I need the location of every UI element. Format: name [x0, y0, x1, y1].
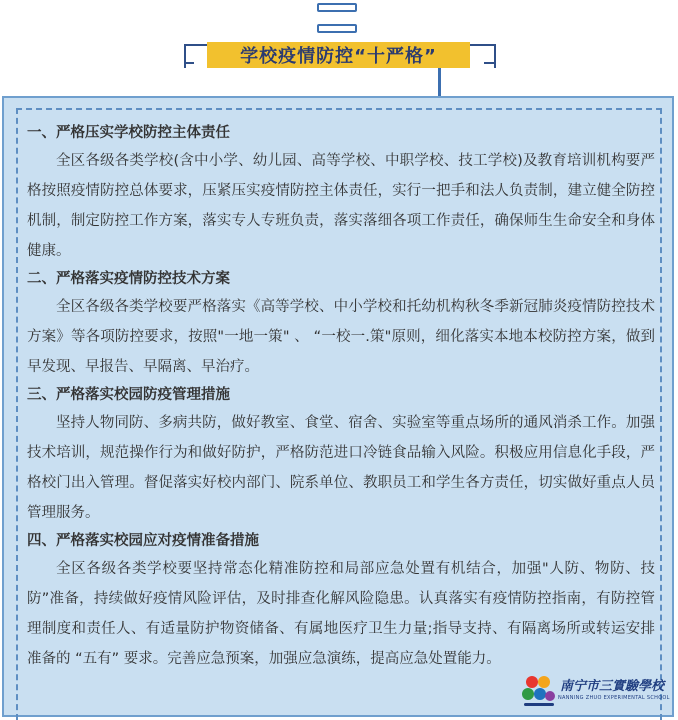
section-2 — [27, 266, 655, 382]
section-heading: 三、严格落实校园防疫管理措施 — [27, 387, 230, 403]
section-3 — [27, 382, 655, 528]
section-body: 全区各级各类学校要坚持常态化精准防控和局部应急处置有机结合，加强"人防、物防、技防”准备，持续做好疫情风险评估，及时排查化解风险隐患。认真落实有疫情防控指南，有防控管理制度和责任人、有适量防护物资储备、有属地医疗卫生力量;指导支持、有隔离场所或转运安排准备的 “五有” 要求。完善应急预案，加强应急演练，提高应急处置能力。 — [27, 561, 655, 667]
school-emblem-icon — [518, 672, 558, 712]
section-body: 全区各级各类学校(含中小学、幼儿园、高等学校、中职学校、技工学校)及教育培训机构要严格按照疫情防控总体要求，压紧压实疫情防控主体责任，实行一把手和法人负责制，建立健全防控机制，制定防控工作方案，落实专人专班负责，落实落细各项工作责任，确保师生生命安全和身体健康。 — [27, 153, 655, 259]
school-logo — [518, 672, 676, 712]
title-frame-wing — [484, 62, 494, 64]
title-connector — [438, 68, 441, 96]
section-heading: 四、严格落实校园应对疫情准备措施 — [27, 533, 259, 549]
top-decoration-bar — [317, 3, 357, 12]
top-decoration-bar — [317, 24, 357, 33]
school-name: 南宁市三實驗學校 — [560, 679, 665, 694]
article — [27, 120, 655, 674]
page-title: 学校疫情防控“十严格” — [207, 42, 470, 68]
section-heading: 二、严格落实疫情防控技术方案 — [27, 271, 230, 287]
title-frame-wing — [184, 62, 194, 64]
section-body: 全区各级各类学校要严格落实《高等学校、中小学校和托幼机构秋冬季新冠肺炎疫情防控技术方案》等各项防控要求，按照"一地一策" 、 “一校一.策"原则，细化落实本地本校防控方案，做到早发现、早报告、早隔离、早治疗。 — [27, 299, 655, 375]
section-body: 坚持人物同防、多病共防，做好教室、食堂、宿舍、实验室等重点场所的通风消杀工作。加强技术培训，规范操作行为和做好防护，严格防范进口冷链食品输入风险。积极应用信息化手段，严格校门出入管理。督促落实好校内部门、院系单位、教职员工和学生各方责任，切实做好重点人员管理服务。 — [27, 415, 655, 521]
section-heading: 一、严格压实学校防控主体责任 — [27, 125, 230, 141]
section-1 — [27, 120, 655, 266]
school-name-english: NANNING ZHUO EXPERIMENTAL SCHOOL — [558, 695, 670, 701]
section-4 — [27, 528, 655, 674]
